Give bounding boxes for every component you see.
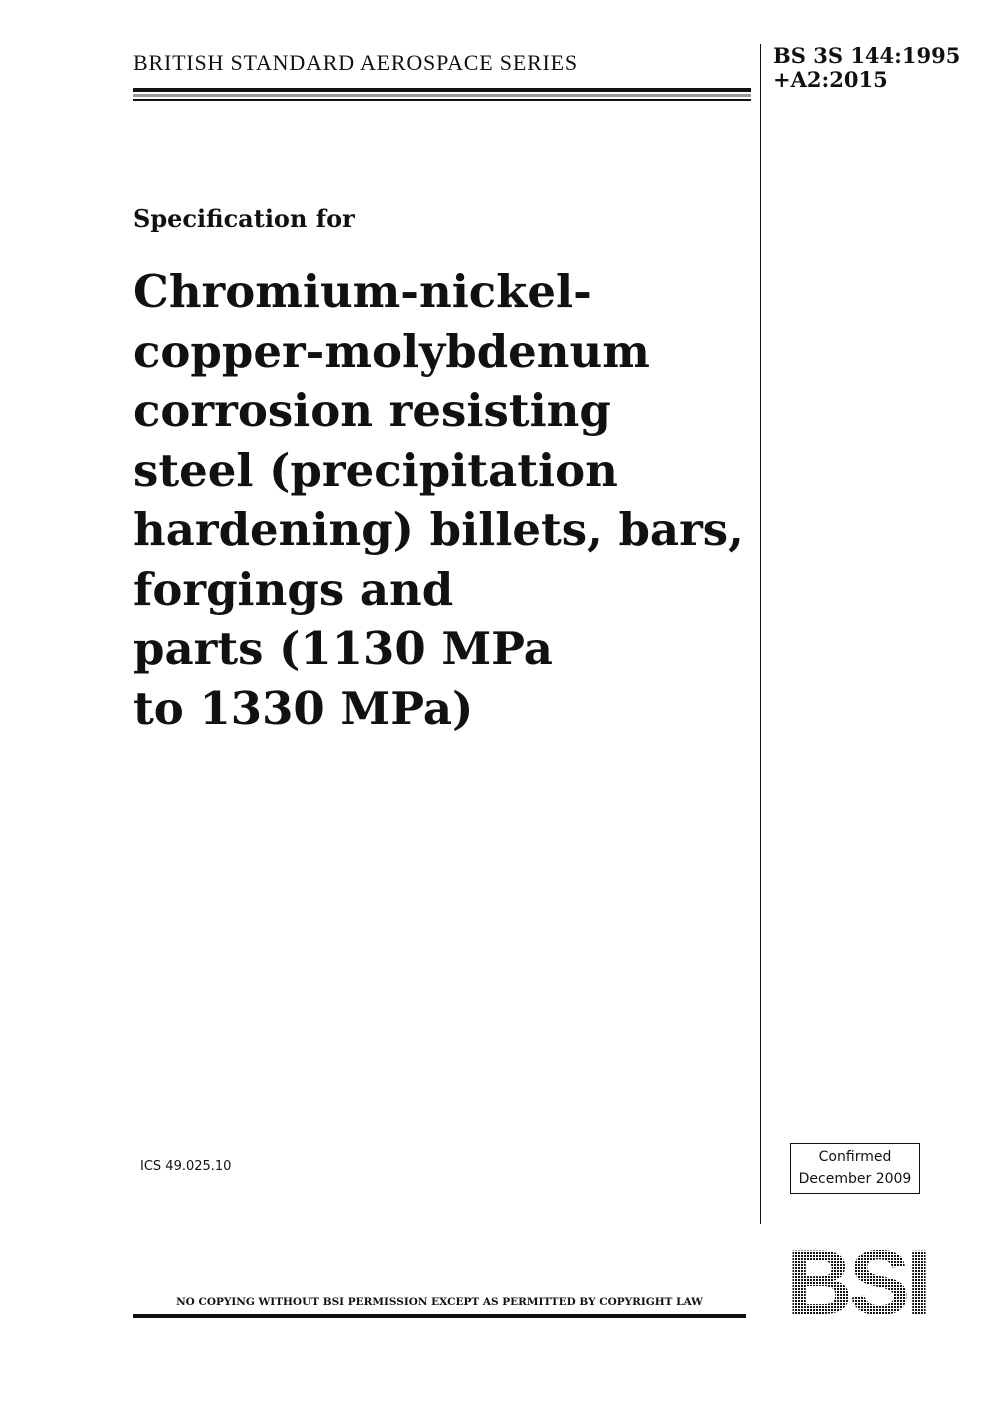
title-line: copper-molybdenum	[133, 324, 650, 378]
amendment-number: +A2:2015	[773, 67, 888, 92]
title-line: corrosion resisting	[133, 384, 611, 437]
specification-for-label: Specification for	[133, 204, 355, 233]
title-line: to 1330 MPa)	[133, 681, 474, 735]
confirmed-stamp	[790, 1143, 920, 1194]
document-title	[133, 262, 753, 738]
title-line: steel (precipitation	[133, 443, 618, 497]
bsi-logo-graphic	[768, 1240, 946, 1320]
series-title: BRITISH STANDARD AEROSPACE SERIES	[133, 50, 578, 75]
standard-code	[773, 44, 960, 92]
header-rule-thin	[133, 99, 751, 101]
title-line: hardening) billets, bars,	[133, 503, 744, 556]
title-line: parts (1130 MPa	[133, 622, 553, 675]
copyright-notice: NO COPYING WITHOUT BSI PERMISSION EXCEPT AS PERMITTED BY COPYRIGHT LAW	[176, 1296, 703, 1308]
ics-code: ICS 49.025.10	[140, 1159, 232, 1174]
vertical-divider	[760, 44, 761, 1224]
standard-number: BS 3S 144:1995	[773, 43, 961, 68]
footer-rule	[133, 1314, 746, 1318]
header-rule-grey	[133, 94, 751, 97]
confirmed-label: Confirmed	[818, 1149, 892, 1165]
title-line: Chromium-nickel-	[133, 265, 592, 318]
confirmed-date: December 2009	[798, 1171, 912, 1187]
title-line: forgings and	[133, 562, 454, 616]
bsi-logo-text: BSI	[786, 1240, 928, 1320]
bsi-logo-icon	[768, 1240, 946, 1320]
header-rule-thick	[133, 88, 751, 92]
